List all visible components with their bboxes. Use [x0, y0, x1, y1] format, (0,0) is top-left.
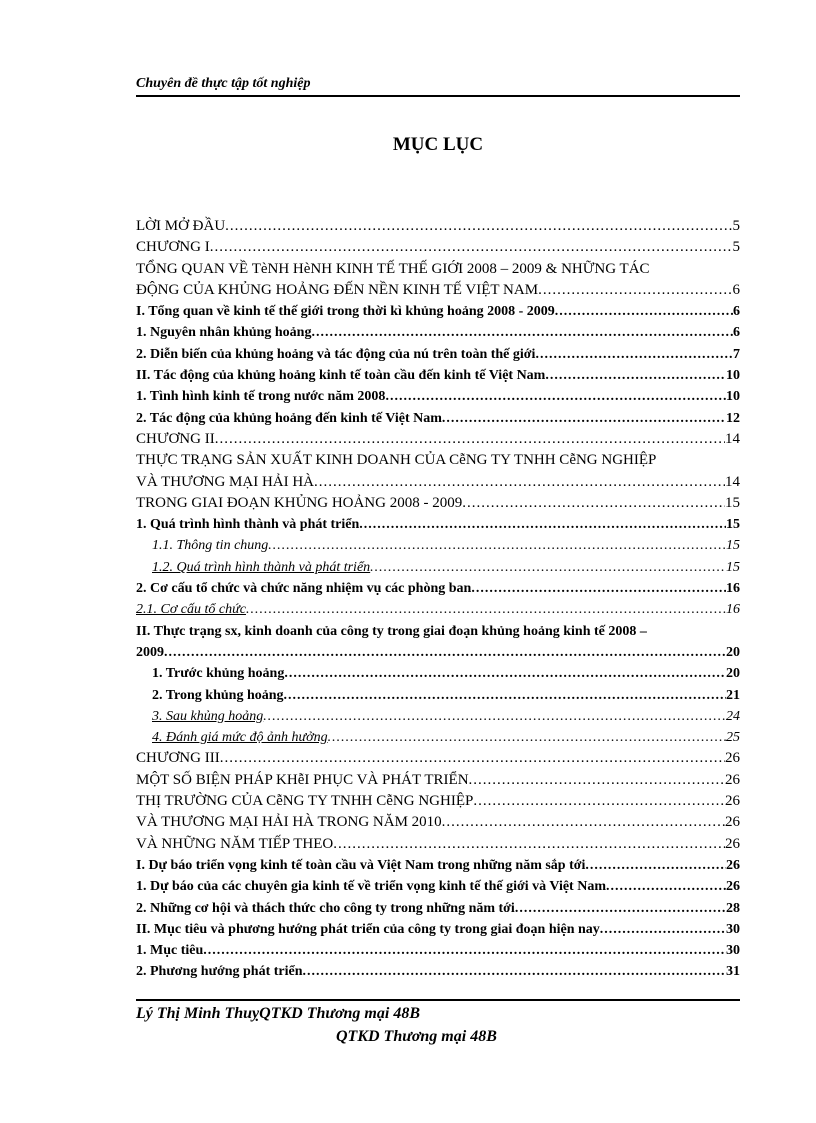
toc-entry — [136, 280, 740, 301]
toc-dot-leader — [471, 578, 726, 599]
toc-dot-leader — [473, 791, 725, 812]
toc-entry — [136, 685, 740, 706]
toc-page-number: 16 — [726, 602, 740, 618]
toc-entry-text: 2. Phương hướng phát triển — [136, 964, 303, 980]
toc-entry — [136, 344, 740, 365]
toc-page-number: 15 — [726, 559, 740, 575]
toc-entry-text: 1. Mục tiêu — [136, 943, 204, 959]
toc-page-number: 16 — [726, 581, 740, 597]
toc-page-number: 26 — [725, 793, 740, 810]
toc-page-number: 14 — [725, 473, 740, 490]
footer-class-line: QTKD Thương mại 48B — [336, 1028, 497, 1045]
toc-entry-text: ĐỘNG CỦA KHỦNG HOẢNG ĐẾN NỀN KINH TẾ VIỆT NAM — [136, 281, 539, 298]
toc-entry — [136, 919, 740, 940]
toc-page-number: 26 — [725, 750, 740, 767]
page-title: MỤC LỤC — [392, 134, 484, 155]
toc-dot-leader — [263, 706, 726, 727]
toc-dot-leader — [515, 898, 726, 919]
toc-dot-leader — [535, 344, 733, 365]
toc-entry — [136, 557, 740, 578]
toc-page-number: 26 — [725, 814, 740, 831]
toc-page-number: 15 — [725, 494, 740, 511]
toc-page-number: 15 — [726, 517, 740, 533]
toc-entry-text: 3. Sau khủng hoảng — [152, 708, 264, 724]
toc-entry — [136, 599, 740, 620]
toc-entry-text: 1. Nguyên nhân khủng hoảng — [136, 325, 312, 341]
toc-entry — [136, 386, 740, 407]
toc-page-number: 24 — [726, 708, 740, 724]
toc-entry — [136, 770, 740, 791]
toc-entry — [136, 216, 740, 237]
toc-entry — [136, 834, 740, 855]
toc-dot-leader — [359, 514, 726, 535]
footer-author-line: Lý Thị Minh ThuỵQTKD Thương mại 48B — [136, 1005, 420, 1022]
toc-entry — [136, 876, 740, 897]
toc-entry-text: TỔNG QUAN VỀ TèNH HèNH KINH TẾ THẾ GIỚI 2008 – 2009 & NHỮNG TÁC — [136, 260, 650, 277]
table-of-contents — [136, 216, 740, 983]
toc-entry — [136, 706, 740, 727]
toc-entry-text: CHƯƠNG II — [136, 430, 215, 447]
toc-entry — [136, 578, 740, 599]
toc-entry — [136, 855, 740, 876]
toc-entry-text: 1.2. Quá trình hình thành và phát triển — [152, 559, 371, 575]
toc-entry — [136, 940, 740, 961]
toc-dot-leader — [284, 663, 726, 684]
toc-page-number: 21 — [726, 687, 740, 703]
toc-entry-text: 2.1. Cơ cấu tổ chức — [136, 602, 246, 618]
toc-dot-leader — [246, 599, 726, 620]
toc-entry-text: II. Thực trạng sx, kinh doanh của công ty trong giai đoạn khủng hoảng kinh tế 2008 – — [136, 623, 647, 639]
toc-entry-text: 2. Những cơ hội và thách thức cho công ty trong những năm tới — [136, 900, 515, 916]
toc-entry — [136, 408, 740, 429]
toc-entry — [136, 450, 740, 471]
toc-entry — [136, 791, 740, 812]
toc-page-number: 7 — [733, 346, 740, 362]
toc-dot-leader — [268, 535, 726, 556]
toc-dot-leader — [545, 365, 726, 386]
toc-dot-leader — [314, 472, 725, 493]
toc-page-number: 20 — [726, 666, 740, 682]
toc-entry — [136, 301, 740, 322]
toc-entry-text: 1. Tình hình kinh tế trong nước năm 2008 — [136, 389, 386, 405]
toc-page-number: 30 — [726, 943, 740, 959]
toc-entry — [136, 812, 740, 833]
toc-dot-leader — [538, 280, 732, 301]
toc-page-number: 14 — [725, 430, 740, 447]
toc-entry-text: 1. Dự báo của các chuyên gia kinh tế về triển vọng kinh tế thế giới và Việt Nam — [136, 879, 606, 895]
toc-entry-text: LỜI MỞ ĐẦU — [136, 218, 226, 234]
toc-page-number: 20 — [726, 644, 740, 660]
toc-entry — [136, 663, 740, 684]
toc-dot-leader — [328, 727, 726, 748]
toc-entry-text: I. Tổng quan về kinh tế thế giới trong thời kì khủng hoảng 2008 - 2009 — [136, 304, 555, 320]
toc-page-number: 15 — [726, 538, 740, 554]
toc-entry-text: 2. Diễn biến của khủng hoảng và tác động của nú trên toàn thế giới — [136, 346, 536, 362]
toc-entry — [136, 642, 740, 663]
toc-entry — [136, 621, 740, 642]
toc-entry — [136, 898, 740, 919]
toc-entry-text: 2. Tác động của khủng hoảng đến kinh tế Việt Nam — [136, 410, 442, 426]
toc-entry-text: 2. Cơ cấu tổ chức và chức năng nhiệm vụ các phòng ban — [136, 581, 472, 597]
toc-page-number: 10 — [726, 389, 740, 405]
toc-dot-leader — [164, 642, 726, 663]
toc-entry-text: VÀ NHỮNG NĂM TIẾP THEO — [136, 835, 334, 852]
toc-entry-text: CHƯƠNG III — [136, 750, 220, 767]
toc-entry-text: 2009 — [136, 644, 164, 660]
toc-dot-leader — [303, 961, 726, 982]
toc-dot-leader — [442, 812, 725, 833]
toc-page-number: 6 — [733, 325, 740, 341]
toc-page-number: 26 — [725, 835, 740, 852]
toc-entry-text: I. Dự báo triển vọng kinh tế toàn cầu và Việt Nam trong những năm sắp tới — [136, 857, 586, 873]
toc-page-number: 26 — [725, 771, 740, 788]
toc-entry-text: THỰC TRẠNG SẢN XUẤT KINH DOANH CỦA CễNG TY TNHH CễNG NGHIỆP — [136, 452, 657, 469]
toc-dot-leader — [311, 322, 733, 343]
toc-entry-text: 4. Đánh giá mức độ ảnh hưởng — [152, 730, 328, 746]
toc-entry — [136, 472, 740, 493]
toc-dot-leader — [462, 493, 725, 514]
toc-dot-leader — [600, 919, 726, 940]
toc-page-number: 6 — [732, 281, 740, 298]
toc-page-number: 12 — [726, 410, 740, 426]
toc-entry-text: 1. Trước khủng hoảng — [152, 666, 285, 682]
toc-entry-text: II. Mục tiêu và phương hướng phát triển của công ty trong giai đoạn hiện nay — [136, 921, 600, 937]
toc-dot-leader — [210, 237, 733, 258]
toc-entry-text: TRONG GIAI ĐOẠN KHỦNG HOẢNG 2008 - 2009 — [136, 494, 463, 511]
toc-dot-leader — [370, 557, 726, 578]
toc-entry — [136, 365, 740, 386]
toc-page-number: 5 — [732, 218, 740, 234]
toc-entry-text: 1.1. Thông tin chung — [152, 538, 269, 554]
toc-dot-leader — [385, 386, 726, 407]
toc-dot-leader — [585, 855, 726, 876]
toc-dot-leader — [442, 408, 726, 429]
toc-page-number: 26 — [726, 879, 740, 895]
toc-dot-leader — [606, 876, 726, 897]
toc-entry — [136, 748, 740, 769]
toc-dot-leader — [220, 748, 725, 769]
toc-entry — [136, 727, 740, 748]
toc-entry — [136, 514, 740, 535]
toc-entry — [136, 535, 740, 556]
toc-entry-text: II. Tác động của khủng hoảng kinh tế toàn cầu đến kinh tế Việt Nam — [136, 368, 546, 384]
toc-dot-leader — [555, 301, 733, 322]
toc-dot-leader — [225, 216, 732, 237]
toc-entry-text: THỊ TRƯỜNG CỦA CễNG TY TNHH CễNG NGHIỆP — [136, 793, 474, 810]
toc-dot-leader — [284, 685, 726, 706]
toc-page-number: 30 — [726, 921, 740, 937]
toc-entry-text: VÀ THƯƠNG MẠI HẢI HÀ TRONG NĂM 2010 — [136, 814, 442, 831]
toc-entry — [136, 322, 740, 343]
toc-dot-leader — [215, 429, 725, 450]
toc-page-number: 26 — [726, 857, 740, 873]
toc-entry — [136, 237, 740, 258]
toc-page-number: 5 — [732, 239, 740, 256]
toc-entry-text: 2. Trong khủng hoảng — [152, 687, 284, 703]
toc-page-number: 28 — [726, 900, 740, 916]
toc-dot-leader — [333, 834, 725, 855]
footer-divider — [136, 999, 740, 1001]
toc-entry — [136, 429, 740, 450]
toc-page-number: 6 — [733, 304, 740, 320]
toc-page-number: 10 — [726, 368, 740, 384]
toc-dot-leader — [469, 770, 725, 791]
toc-entry-text: MỘT SỐ BIỆN PHÁP KHễI PHỤC VÀ PHÁT TRIỂN — [136, 771, 469, 788]
toc-entry-text: 1. Quá trình hình thành và phát triển — [136, 517, 360, 533]
toc-page-number: 31 — [726, 964, 740, 980]
running-header: Chuyên đề thực tập tốt nghiệp — [136, 76, 311, 91]
toc-page-number: 25 — [726, 730, 740, 746]
toc-dot-leader — [203, 940, 726, 961]
header-divider — [136, 95, 740, 97]
toc-entry — [136, 493, 740, 514]
toc-entry — [136, 961, 740, 982]
toc-entry-text: VÀ THƯƠNG MẠI HẢI HÀ — [136, 473, 315, 490]
toc-entry-text: CHƯƠNG I — [136, 239, 210, 256]
toc-entry — [136, 259, 740, 280]
